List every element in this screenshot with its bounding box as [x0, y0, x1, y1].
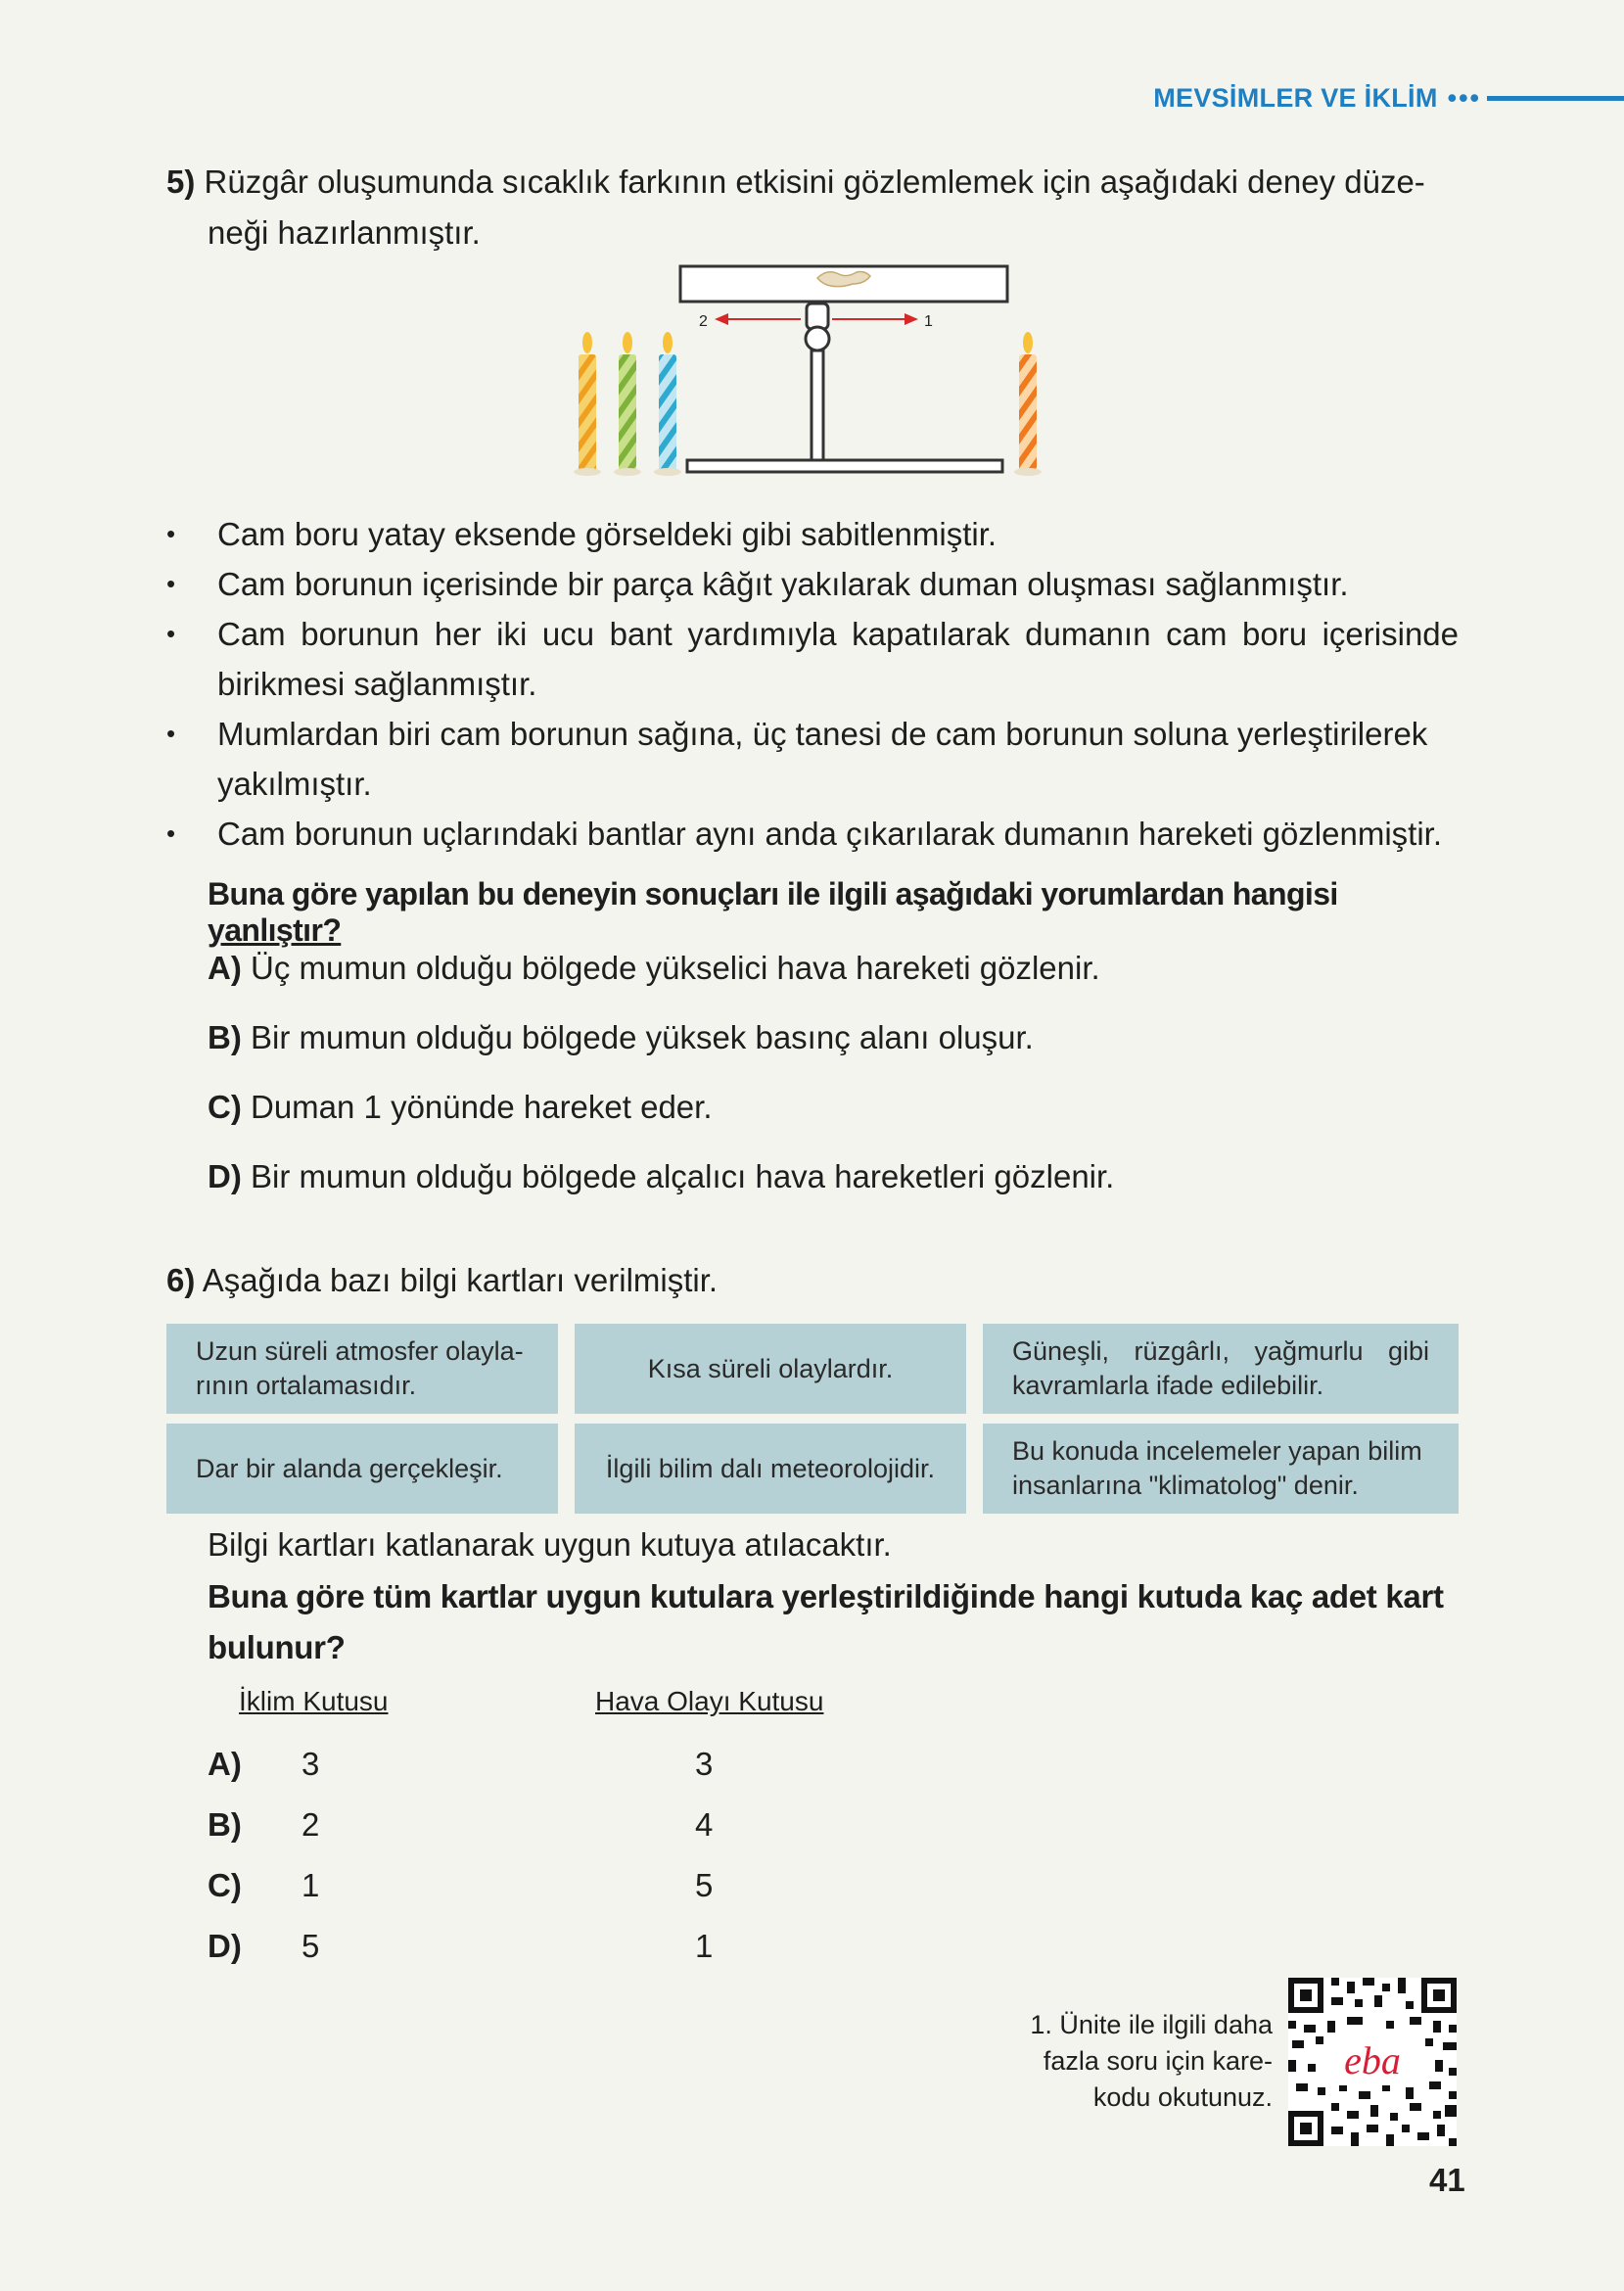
option-b[interactable]: B) Bir mumun olduğu bölgede yüksek basınç alanı oluşur.	[208, 1019, 1034, 1055]
col-header-hava: Hava Olayı Kutusu	[595, 1686, 824, 1716]
header-dots: •••	[1447, 82, 1481, 113]
arrow-right	[832, 313, 918, 325]
bullet-dot: •	[166, 569, 176, 598]
info-card[interactable]: Uzun süreli atmosfer olayla-rının ortalamasıdır.	[166, 1324, 558, 1414]
option-d[interactable]: D) Bir mumun olduğu bölgede alçalıcı hava hareketleri gözlenir.	[208, 1158, 1115, 1194]
candles-left	[574, 332, 681, 476]
option-a[interactable]: A) Üç mumun olduğu bölgede yükselici hava hareketi gözlenir.	[208, 950, 1100, 986]
step-item: • Cam borunun içerisinde bir parça kâğıt yakılarak duman oluşması sağlanmıştır.	[166, 559, 1459, 609]
bullet-dot: •	[166, 619, 176, 648]
option-c[interactable]: C) Duman 1 yönünde hareket eder.	[208, 1089, 713, 1125]
question-5-number: 5)	[166, 164, 196, 200]
bullet-dot: •	[166, 818, 176, 848]
info-card[interactable]: Kısa süreli olaylardır.	[575, 1324, 966, 1414]
step-item: • Cam borunun uçlarındaki bantlar aynı anda çıkarılarak dumanın hareketi gözlenmiştir.	[166, 809, 1459, 859]
prompt-emphasis: yanlıştır?	[208, 912, 342, 948]
question-6-intro: 6) Aşağıda bazı bilgi kartları verilmiştir.	[166, 1262, 719, 1298]
qr-code-icon[interactable]	[1288, 1978, 1457, 2146]
page-header	[1153, 78, 1624, 117]
arrow-right-label: 1	[924, 313, 933, 330]
question-5-intro	[166, 157, 1459, 258]
unit-title: MEVSİMLER VE İKLİM	[1153, 82, 1438, 113]
experiment-figure	[558, 257, 1067, 491]
experiment-steps	[166, 509, 1459, 859]
question-6-note: Bilgi kartları katlanarak uygun kutuya atılacaktır.	[208, 1526, 892, 1563]
bullet-dot: •	[166, 519, 176, 548]
info-card[interactable]: Bu konuda incelemeler yapan bilim insanlarına "klimatolog" denir.	[983, 1424, 1459, 1514]
candle-right	[1014, 332, 1042, 476]
info-card[interactable]: İlgili bilim dalı meteorolojidir.	[575, 1424, 966, 1514]
stand	[687, 304, 1002, 472]
step-item: • Cam boru yatay eksende görseldeki gibi sabitlenmiştir.	[166, 509, 1459, 559]
candle-yellow	[574, 332, 601, 476]
page-number: 41	[1429, 2162, 1465, 2198]
candle-blue	[654, 332, 681, 476]
arrow-left-label: 2	[699, 313, 708, 330]
header-rule	[1487, 96, 1624, 101]
question-5-text-line1: Rüzgâr oluşumunda sıcaklık farkının etkisini gözlemlemek için aşağıdaki deney düze-	[204, 164, 1425, 200]
info-cards	[166, 1324, 1459, 1514]
step-item: • Cam borunun her iki ucu bant yardımıyla kapatılarak dumanın cam boru içerisinde birikmesi sağlanmıştır.	[166, 609, 1459, 709]
question-5-text-line2: neği hazırlanmıştır.	[208, 214, 481, 251]
col-header-iklim: İklim Kutusu	[239, 1686, 389, 1716]
question-6-prompt: Buna göre tüm kartlar uygun kutulara yerleştirildiğinde hangi kutuda kaç adet kart bulunur?	[208, 1578, 1444, 1665]
question-5-prompt: Buna göre yapılan bu deneyin sonuçları ile ilgili aşağıdaki yorumlardan hangisi yanlıştır?	[208, 876, 1338, 948]
glass-tube	[680, 266, 1007, 302]
eba-logo: eba	[1344, 2038, 1401, 2082]
info-card[interactable]: Güneşli, rüzgârlı, yağmurlu gibi kavramlarla ifade edilebilir.	[983, 1324, 1459, 1414]
question-6-number: 6)	[166, 1262, 196, 1298]
info-card[interactable]: Dar bir alanda gerçekleşir.	[166, 1424, 558, 1514]
arrow-left	[715, 313, 801, 325]
step-item: • Mumlardan biri cam borunun sağına, üç tanesi de cam borunun soluna yerleştirilerek yakılmıştır.	[166, 709, 1459, 809]
qr-caption: 1. Ünite ile ilgili daha fazla soru için kare- kodu okutunuz.	[1030, 2010, 1273, 2112]
bullet-dot: •	[166, 719, 176, 748]
candle-green	[614, 332, 641, 476]
